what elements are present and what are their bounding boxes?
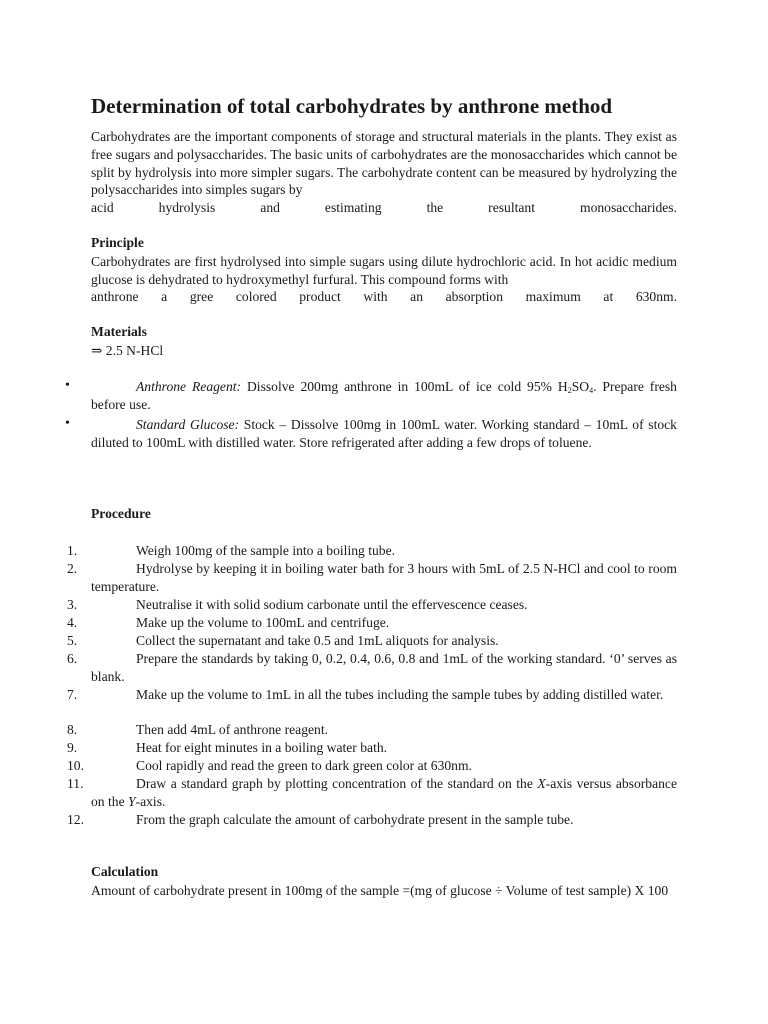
step-number: 3. bbox=[67, 597, 78, 612]
step-number: 9. bbox=[67, 740, 78, 755]
step-number: 5. bbox=[67, 633, 78, 648]
principle-last-line: anthrone a gree colored product with an absorption maximum at 630nm. bbox=[91, 289, 677, 304]
materials-hcl: ⇒ 2.5 N-HCl bbox=[91, 343, 164, 358]
procedure-step: Collect the supernatant and take 0.5 and 1mL aliquots for analysis. bbox=[136, 633, 499, 648]
principle-paragraph: Carbohydrates are first hydrolysed into simple sugars using dilute hydrochloric acid. In hot acidic medium glucose is dehydrated to hydroxymethyl furfural. This compound forms with bbox=[91, 254, 677, 287]
procedure-step: From the graph calculate the amount of carbohydrate present in the sample tube. bbox=[136, 812, 574, 827]
x-axis-label: X bbox=[537, 776, 546, 791]
step-number: 7. bbox=[67, 687, 78, 702]
procedure-step: Make up the volume to 1mL in all the tubes including the sample tubes by adding distilled water. bbox=[136, 687, 664, 702]
procedure-step: Neutralise it with solid sodium carbonate until the effervescence ceases. bbox=[136, 597, 528, 612]
principle-heading: Principle bbox=[91, 235, 144, 250]
procedure-step: Draw a standard graph by plotting concentration of the standard on the X-axis versus absorbance on the Y-axis. bbox=[91, 776, 677, 809]
document-title: Determination of total carbohydrates by anthrone method bbox=[91, 94, 613, 118]
step-number: 8. bbox=[67, 722, 78, 737]
intro-paragraph bbox=[91, 128, 677, 199]
procedure-step: Prepare the standards by taking 0, 0.2, 0.4, 0.6, 0.8 and 1mL of the working standard. ‘0’ serves as blank. bbox=[91, 651, 677, 684]
bullet-marker: • bbox=[65, 416, 70, 431]
step-number: 1. bbox=[67, 543, 78, 558]
procedure-step: Cool rapidly and read the green to dark green color at 630nm. bbox=[136, 758, 472, 773]
procedure-step: Hydrolyse by keeping it in boiling water bath for 3 hours with 5mL of 2.5 N-HCl and cool to room temperature. bbox=[91, 561, 677, 594]
standard-glucose-label: Standard Glucose: bbox=[136, 417, 240, 432]
intro-text: Carbohydrates are the important components of storage and structural materials in the plants. They exist as free sugars and polysaccharides. The basic units of carbohydrates are the monosaccharides which cannot be split by hydrolysis into more simpler sugars. The carbohydrate content can be measured by hydrolyzing the polysaccharides into simples sugars by bbox=[91, 129, 677, 198]
calculation-heading: Calculation bbox=[91, 864, 159, 879]
step-number: 2. bbox=[67, 561, 78, 576]
standard-glucose-item: Standard Glucose: Stock – Dissolve 100mg in 100mL water. Working standard – 10mL of stock diluted to 100mL with distilled water. Store refrigerated after adding a few drops of toluene. bbox=[91, 417, 677, 450]
procedure-heading: Procedure bbox=[91, 506, 151, 521]
step-number: 11. bbox=[67, 776, 84, 791]
anthrone-reagent-label: Anthrone Reagent: bbox=[136, 379, 242, 394]
procedure-step: Weigh 100mg of the sample into a boiling tube. bbox=[136, 543, 396, 558]
intro-last-line: acid hydrolysis and estimating the resultant monosaccharides. bbox=[91, 200, 677, 215]
calculation-formula: Amount of carbohydrate present in 100mg of the sample =(mg of glucose ÷ Volume of test sample) X 100 bbox=[91, 883, 669, 898]
procedure-step: Then add 4mL of anthrone reagent. bbox=[136, 722, 328, 737]
materials-heading: Materials bbox=[91, 324, 147, 339]
step-number: 12. bbox=[67, 812, 84, 827]
step-number: 4. bbox=[67, 615, 78, 630]
anthrone-reagent-item: Anthrone Reagent: Dissolve 200mg anthrone in 100mL of ice cold 95% $H_2SO_4$. Prepare fresh before use. bbox=[91, 379, 677, 412]
step-number: 10. bbox=[67, 758, 84, 773]
y-axis-label: Y bbox=[128, 793, 136, 809]
procedure-step: Make up the volume to 100mL and centrifuge. bbox=[136, 615, 390, 630]
bullet-marker: • bbox=[65, 378, 70, 393]
step-number: 6. bbox=[67, 651, 78, 666]
procedure-step: Heat for eight minutes in a boiling water bath. bbox=[136, 740, 388, 755]
